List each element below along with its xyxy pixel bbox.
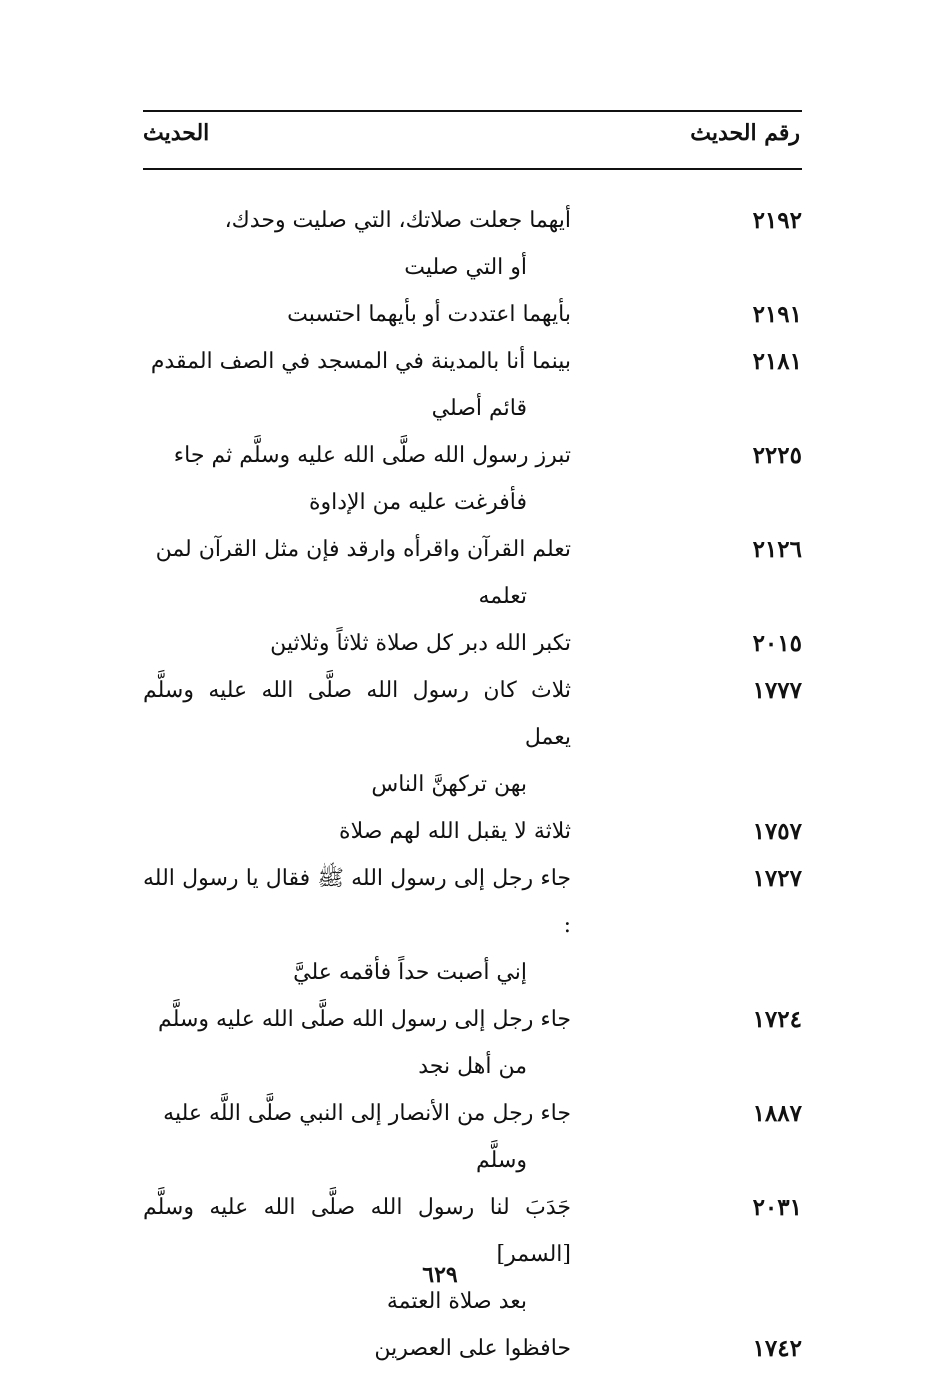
- hadith-text-line2: قائم أصلي: [431, 396, 527, 421]
- hadith-number: ١٧٤٢: [752, 1335, 802, 1362]
- hadith-number: ٢١٢٦: [752, 536, 802, 563]
- hadith-text-line1: بينما أنا بالمدينة في المسجد في الصف المقدم: [150, 349, 571, 374]
- hadith-text-line1: ثلاث كان رسول الله صلَّى الله عليه وسلَّم يعمل: [143, 678, 571, 750]
- hadith-text: [143, 620, 571, 667]
- hadith-text-line1: جاء رجل من الأنصار إلى النبي صلَّى اللَّه عليه: [163, 1101, 571, 1126]
- page-number: ٦٢٩: [422, 1262, 458, 1288]
- hadith-number: ٢٠٣١: [752, 1194, 802, 1221]
- header-bottom-rule: [143, 168, 802, 170]
- hadith-text: [143, 526, 571, 620]
- hadith-number: ١٧٢٤: [752, 1006, 802, 1033]
- hadith-text: [143, 432, 571, 526]
- hadith-row: [143, 1325, 802, 1372]
- hadith-number: ٢١٩٢: [752, 207, 802, 234]
- hadith-text: [143, 291, 571, 338]
- hadith-number: ١٧٢٧: [752, 865, 802, 892]
- hadith-text: [143, 1184, 571, 1325]
- hadith-text-line2: أو التي صليت: [404, 255, 527, 280]
- hadith-row: [143, 432, 802, 526]
- hadith-text-line2: بعد صلاة العتمة: [386, 1289, 527, 1314]
- hadith-text-line1: بأيهما اعتددت أو بأيهما احتسبت: [287, 302, 571, 327]
- hadith-text: [143, 1090, 571, 1184]
- hadith-row: [143, 1184, 802, 1325]
- hadith-text-line1: جَدَبَ لنا رسول الله صلَّى الله عليه وسلَّم [السمر]: [143, 1195, 571, 1267]
- hadith-text: [143, 855, 571, 996]
- hadith-text-line1: جاء رجل إلى رسول الله صلَّى الله عليه وسلَّم: [158, 1007, 571, 1032]
- hadith-text-line2: فأفرغت عليه من الإداوة: [308, 490, 527, 515]
- hadith-text-line1: جاء رجل إلى رسول الله ﷺ فقال يا رسول الله :: [143, 866, 571, 938]
- hadith-text-line1: تعلم القرآن واقرأه وارقد فإن مثل القرآن لمن: [155, 537, 571, 562]
- hadith-text-line1: ثلاثة لا يقبل الله لهم صلاة: [339, 819, 571, 844]
- hadith-number: ١٧٧٧: [752, 677, 802, 704]
- hadith-row: [143, 526, 802, 620]
- hadith-row: [143, 1090, 802, 1184]
- hadith-row: [143, 620, 802, 667]
- hadith-text-line2: إني أصبت حداً فأقمه عليَّ: [293, 960, 527, 985]
- hadith-text: [143, 996, 571, 1090]
- hadith-text-line1: تبرز رسول الله صلَّى الله عليه وسلَّم ثم جاء: [173, 443, 571, 468]
- hadith-text: [143, 808, 571, 855]
- hadith-number: ٢١٨١: [752, 348, 802, 375]
- hadith-row: [143, 667, 802, 808]
- hadith-text-line1: تكبر الله دبر كل صلاة ثلاثاً وثلاثين: [270, 631, 571, 656]
- hadith-text-line2: وسلَّم: [476, 1148, 527, 1173]
- hadith-text-line2: بهن تركهنَّ الناس: [371, 772, 527, 797]
- hadith-text: [143, 1325, 571, 1372]
- hadith-text: [143, 197, 571, 291]
- hadith-text: [143, 667, 571, 808]
- header-top-rule: [143, 110, 802, 112]
- hadith-number: ٢٠١٥: [752, 630, 802, 657]
- hadith-text-line2: من أهل نجد: [418, 1054, 527, 1079]
- hadith-number: ٢٢٢٥: [752, 442, 802, 469]
- hadith-row: [143, 996, 802, 1090]
- hadith-row: [143, 855, 802, 996]
- column-header-number: رقم الحديث: [690, 120, 800, 146]
- hadith-number: ١٧٥٧: [752, 818, 802, 845]
- hadith-text: [143, 338, 571, 432]
- hadith-text-line1: حافظوا على العصرين: [374, 1336, 571, 1361]
- hadith-index-list: [143, 197, 802, 1372]
- column-header-text: الحديث: [143, 120, 210, 146]
- hadith-row: [143, 197, 802, 291]
- hadith-row: [143, 808, 802, 855]
- hadith-text-line1: أيهما جعلت صلاتك، التي صليت وحدك،: [224, 208, 571, 233]
- hadith-row: [143, 291, 802, 338]
- hadith-row: [143, 338, 802, 432]
- hadith-text-line2: تعلمه: [478, 584, 527, 609]
- hadith-number: ١٨٨٧: [752, 1100, 802, 1127]
- hadith-number: ٢١٩١: [752, 301, 802, 328]
